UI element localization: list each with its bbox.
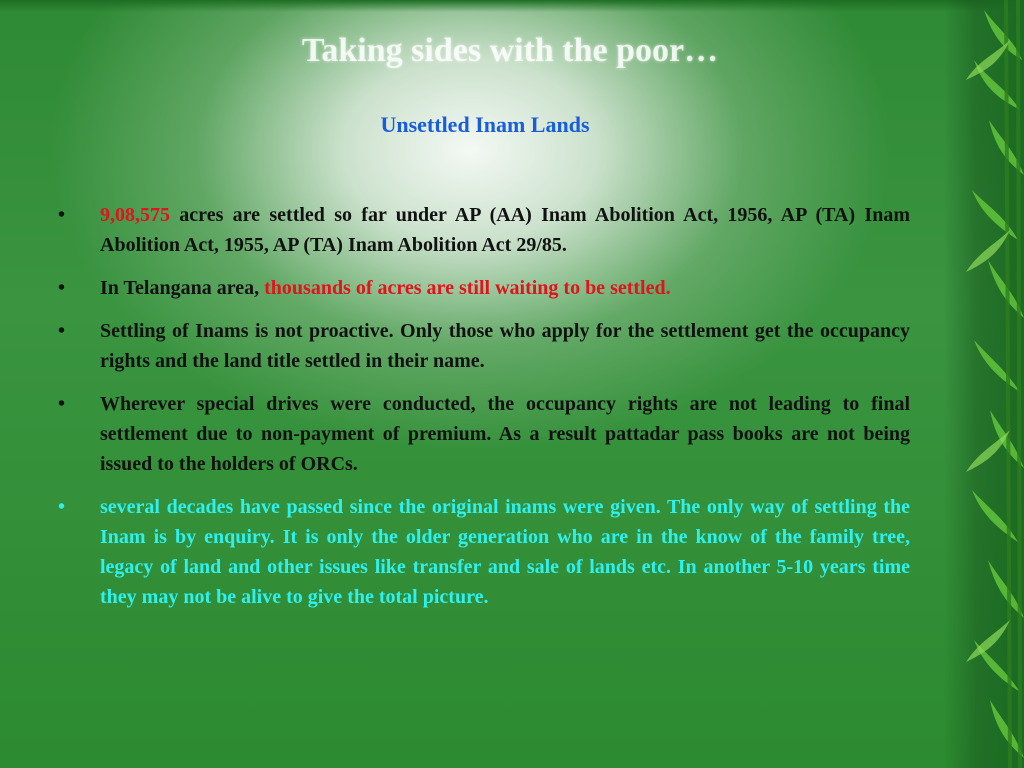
- bullet-item: [58, 200, 910, 260]
- bullet-text: Wherever special drives were conducted, the occupancy rights are not leading to final settlement due to non-payment of premium. As a result pattadar pass books are not being issued to the holders of ORCs.: [100, 393, 910, 475]
- slide-subtitle: Unsettled Inam Lands: [380, 112, 590, 137]
- bullet-marker: •: [58, 320, 66, 342]
- bullet-list: [58, 200, 910, 625]
- slide-title: Taking sides with the poor…: [301, 32, 719, 69]
- bamboo-decoration: [944, 0, 1024, 768]
- bullet-item: [58, 389, 910, 479]
- bullet-item: [58, 316, 910, 376]
- bullet-text: In Telangana area,: [100, 277, 265, 299]
- bullet-text: Settling of Inams is not proactive. Only those who apply for the settlement get the occupancy rights and the land title settled in their name.: [100, 320, 910, 372]
- highlight-acres-figure: 9,08,575: [100, 204, 170, 226]
- bullet-marker: •: [58, 496, 66, 518]
- highlight-waiting-text: thousands of acres are still waiting to be settled.: [264, 277, 671, 299]
- bullet-marker: •: [58, 204, 66, 226]
- bullet-marker: •: [58, 393, 66, 415]
- top-border: [0, 0, 1024, 12]
- bamboo-leaves-image: [944, 0, 1024, 768]
- bullet-text: several decades have passed since the original inams were given. The only way of settling the Inam is by enquiry. It is only the older generation who are in the know of the family tree, legacy of land and other issues like transfer and sale of lands etc. In another 5-10 years time they may not be alive to give the total picture.: [100, 496, 910, 608]
- bullet-item: [58, 492, 910, 612]
- bullet-marker: •: [58, 277, 66, 299]
- bullet-text: acres are settled so far under AP (AA) Inam Abolition Act, 1956, AP (TA) Inam Abolition Act, 1955, AP (TA) Inam Abolition Act 29/85.: [100, 204, 910, 256]
- bullet-item: [58, 273, 910, 303]
